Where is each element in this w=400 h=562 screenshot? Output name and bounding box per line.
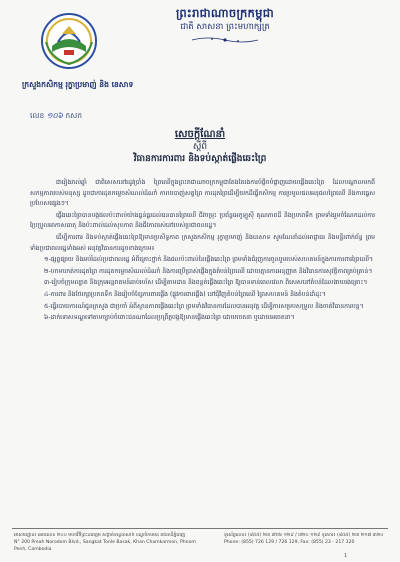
- footer-phone-km: ទូរស័ព្ទលេខ៖ (៨៥៥) ២៣ ៧២៦ ១២៩ / ៧២០ ១២៩ ទូរសារ៖ (៨៥៥) ២៣ ២១៧ ៣២០: [224, 533, 384, 538]
- footer-divider: [12, 528, 388, 529]
- subject-prefix: ស្តីពី: [192, 142, 208, 152]
- reference-number-value: ១០៦: [46, 111, 63, 120]
- reference-prefix: លេខ: [30, 111, 45, 120]
- body-paragraph: ជារៀងរាល់ឆ្នាំ ជាពិសេសនៅរដូវប្រាំង ព្រៃឈើក្នុងព្រះរាជាណាចក្រកម្ពុជាតែងតែរងការបំផ្លិចបំផ្លាញដោយផ្លើងឆេះព្រៃ ដែលបណ្តាលមកពីសកម្មភាពរបស់មនុស្ស ដូចជាការដុតកម្ទេចសំណល់ដំណាំ ការបរបាញ់សត្វព្រៃ ការដុតព្រៃដើម្បីយកដីធ្វើកសិកម្ម ការប្រមូលផលអនុផលព្រៃឈើ និងការធ្វេសប្រហែសផ្សេងៗ។: [30, 179, 375, 208]
- list-item-paragraph: ៤-ការពារ និងថែរក្សាប្រភពទឹក និងរៀបចំខ្សែការពារផ្លើង (ផ្លូវការពារផ្លើង) នៅជុំវិញតំបន់ព្រៃឈើ ព្រៃសហគមន៍ និងតំបន់ដាំដុះ។: [44, 290, 326, 298]
- list-item-paragraph: ៣-រៀបចំក្រុមល្បាត និងក្រុមអន្តរាគមន៍ឆាប់រហ័ស ដើម្បីតាមដាន និងពន្លត់ផ្លើងឆេះព្រៃ ឱ្យបានទាន់ពេលវេលា ពិសេសនៅតំបន់ដែលងាយរងគ្រោះ។: [44, 279, 368, 287]
- national-motto: ជាតិ សាសនា ព្រះមហាក្សត្រ: [180, 22, 270, 32]
- document-body: [30, 178, 375, 518]
- reference-number: [30, 111, 82, 122]
- ministry-name: ក្រសួងកសិកម្ម រុក្ខាប្រមាញ់ និង នេសាទ: [22, 80, 134, 89]
- footer-address: [14, 532, 204, 553]
- footer-phone-en: Phone: (855) 726 129 / 726 129, Fax: (855) 23 - 217 320: [224, 540, 355, 545]
- kingdom-heading: ព្រះរាជាណាចក្រកម្ពុជា: [176, 6, 274, 20]
- list-item-paragraph: ១-ផ្សព្វផ្សាយ និងអប់រំដល់ប្រជាពលរដ្ឋ អំពីគ្រោះថ្នាក់ និងផលប៉ះពាល់នៃផ្លើងឆេះព្រៃ ព្រមទាំងជំរុញការចូលរួមរបស់សហគមន៍ក្នុងការការពារព្រៃឈើ។: [44, 256, 374, 264]
- divider-ornament-icon: [190, 36, 260, 44]
- page-number: 1: [344, 553, 348, 559]
- reference-suffix: កសក: [65, 111, 83, 120]
- ministry-emblem-icon: [40, 12, 98, 70]
- document-title: សេចក្តីណែនាំ: [174, 129, 226, 140]
- document-subject: វិធានការការពារ និងទប់ស្កាត់ផ្លើងឆេះព្រៃ: [133, 154, 267, 164]
- list-item-paragraph: ៦-ដាក់ទោសទណ្ឌទៅតាមច្បាប់ចំពោះជនណាដែលប្រព្រឹត្តបង្កឱ្យមានផ្លើងឆេះព្រៃ ដោយចេតនា ឬដោយអចេតនា។: [44, 314, 295, 322]
- list-item-paragraph: ៥-ធ្វើរបាយការណ៍ជូនក្រសួង ជាប្រចាំ អំពីស្ថានភាពផ្លើងឆេះព្រៃ ព្រមទាំងវិធានការដែលបានអនុវត្ត ដើម្បីការសម្របសម្រួល និងចាត់វិធានការបន្ត។: [44, 302, 364, 310]
- footer-address-en: N° 200 Preah Norodom Blvd., Sangkat Tonle Basak, Khan Chamkarmon, Phnom Penh, Cambodia: [14, 540, 196, 552]
- body-paragraph: ដើម្បីការពារ និងទប់ស្កាត់ផ្លើងឆេះព្រៃឱ្យមានប្រសិទ្ធភាព ក្រសួងកសិកម្ម រុក្ខាប្រមាញ់ និងនេសាទ សូមណែនាំដល់អាជ្ញាធរ និងមន្ទីរពាក់ព័ន្ធ ព្រមទាំងប្រជាពលរដ្ឋទាំងអស់ អនុវត្តវិធានការដូចខាងក្រោម៖: [30, 233, 375, 252]
- footer-contact: [224, 532, 394, 546]
- list-item-paragraph: ២-ហាមឃាត់ការដុតព្រៃ ការដុតកម្ទេចសំណល់ដំណាំ និងការប្រើប្រាស់ផ្លើងក្នុងតំបន់ព្រៃឈើ ដោយគ្មានការអនុញ្ញាត និងវិធានការសុវត្ថិភាពគ្រប់គ្រាន់។: [44, 267, 373, 275]
- footer-address-km: អាសយដ្ឋាន៖ អគារលេខ ២០០ មហាវិថីព្រះនរោត្តម សង្កាត់ទន្លេបាសាក់ ខណ្ឌចំការមន រាជធានីភ្នំពេញ: [14, 533, 186, 538]
- body-paragraph: ផ្លើងឆេះព្រៃបានបង្កផលប៉ះពាល់យ៉ាងធ្ងន់ធ្ងរដល់ធនធានព្រៃឈើ ជីវចម្រុះ ប្រព័ន្ធអេកូឡូស៊ី គុណភាពដី និងប្រភពទឹក ព្រមទាំងរួមចំណែកដល់ការប្រែប្រួលអាកាសធាតុ និងប៉ះពាល់ដល់សុខភាព និងជីវភាពរស់នៅរបស់ប្រជាពលរដ្ឋ។: [30, 211, 375, 230]
